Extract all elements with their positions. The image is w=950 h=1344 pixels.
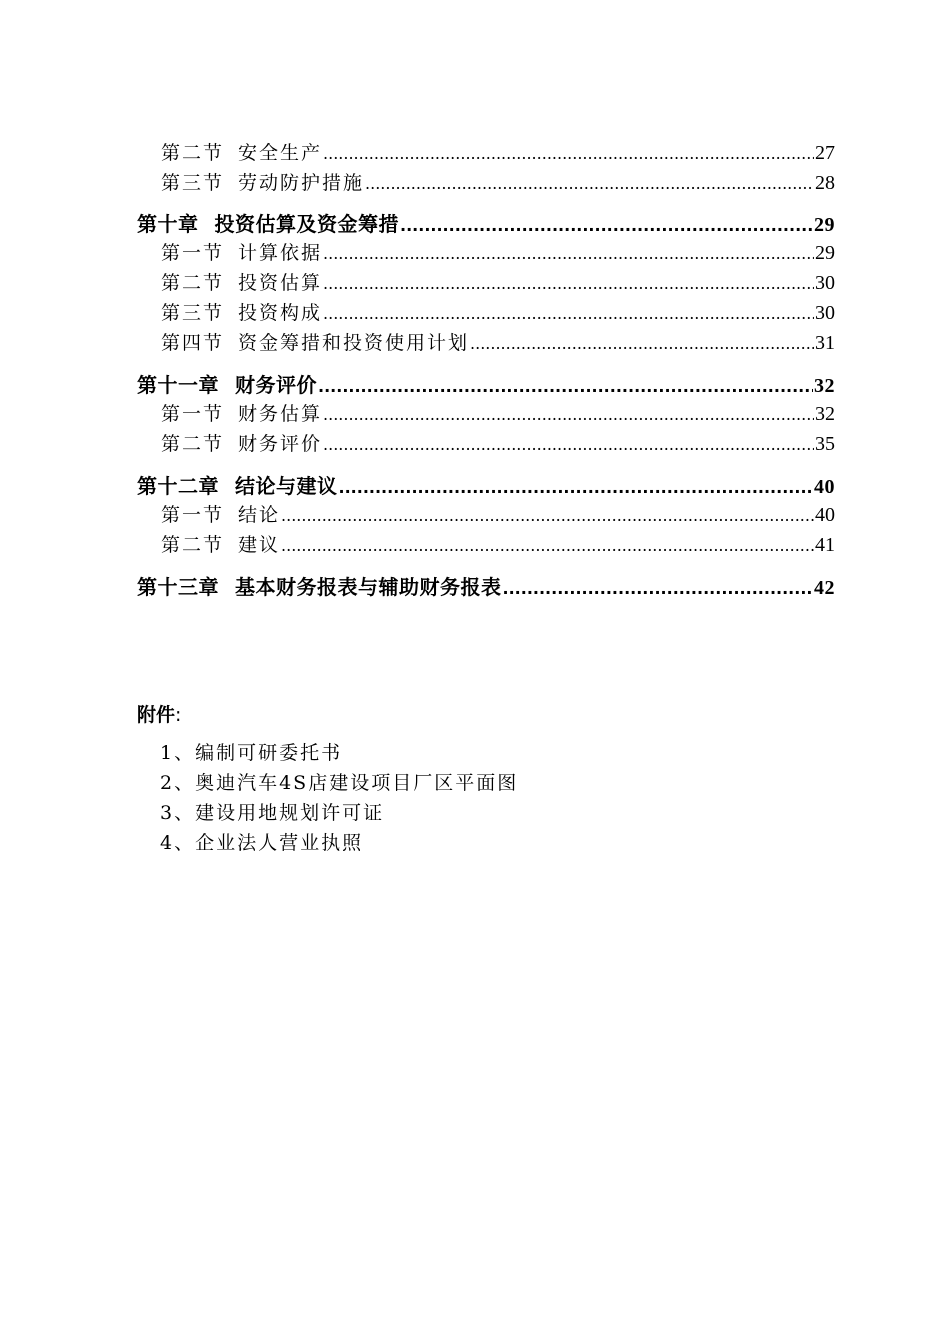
toc-entry-section[interactable] bbox=[137, 530, 835, 560]
toc-entry-chapter[interactable] bbox=[137, 208, 835, 238]
toc-entry-section[interactable] bbox=[137, 138, 835, 168]
toc-entry-page: 35 bbox=[815, 433, 835, 455]
toc-entry-section[interactable] bbox=[137, 399, 835, 429]
toc-entry-title: 财务评价 bbox=[235, 373, 317, 397]
attachment-item: 1、编制可研委托书 bbox=[160, 742, 343, 764]
toc-entry-number: 第二节 bbox=[161, 272, 225, 294]
toc-entry-number: 第十章 bbox=[137, 212, 199, 236]
toc-entry-number: 第十二章 bbox=[137, 474, 219, 498]
toc-entry-title: 建议 bbox=[238, 534, 281, 556]
toc-entry-section[interactable] bbox=[137, 168, 835, 198]
toc-entry-page: 29 bbox=[815, 242, 835, 264]
attachments-heading-text: 附件 bbox=[137, 704, 176, 726]
toc-entry-number: 第二节 bbox=[161, 142, 225, 164]
toc-entry-title: 投资估算 bbox=[238, 272, 323, 294]
toc-entry-page: 41 bbox=[815, 534, 835, 556]
toc-entry-title: 结论 bbox=[238, 504, 281, 526]
toc-dot-leader bbox=[323, 142, 814, 164]
attachment-item: 2、奥迪汽车4S店建设项目厂区平面图 bbox=[160, 772, 519, 794]
toc-entry-title: 基本财务报表与辅助财务报表 bbox=[235, 575, 502, 599]
toc-dot-leader bbox=[318, 373, 813, 397]
toc-entry-chapter[interactable] bbox=[137, 369, 835, 399]
toc-dot-leader bbox=[281, 534, 814, 556]
toc-dot-leader bbox=[281, 504, 814, 526]
toc-entry-section[interactable] bbox=[137, 268, 835, 298]
toc-dot-leader bbox=[470, 332, 814, 354]
toc-entry-page: 27 bbox=[815, 142, 835, 164]
toc-dot-leader bbox=[503, 575, 814, 599]
toc-entry-page: 32 bbox=[815, 403, 835, 425]
attachments-heading-colon: : bbox=[175, 704, 182, 726]
toc-entry-page: 30 bbox=[815, 272, 835, 294]
attachment-item: 3、建设用地规划许可证 bbox=[160, 802, 385, 824]
toc-entry-title: 劳动防护措施 bbox=[238, 172, 365, 194]
toc-entry-number: 第三节 bbox=[161, 302, 225, 324]
toc-entry-page: 28 bbox=[815, 172, 835, 194]
toc-entry-section[interactable] bbox=[137, 238, 835, 268]
toc-entry-number: 第十三章 bbox=[137, 575, 219, 599]
toc-entry-number: 第一节 bbox=[161, 504, 225, 526]
toc-entry-number: 第十一章 bbox=[137, 373, 219, 397]
toc-entry-title: 结论与建议 bbox=[235, 474, 338, 498]
toc-entry-number: 第二节 bbox=[161, 433, 225, 455]
toc-entry-number: 第四节 bbox=[161, 332, 225, 354]
toc-entry-title: 投资构成 bbox=[238, 302, 323, 324]
toc-entry-title: 资金筹措和投资使用计划 bbox=[238, 332, 470, 354]
toc-entry-page: 29 bbox=[814, 214, 835, 236]
toc-entry-chapter[interactable] bbox=[137, 470, 835, 500]
toc-dot-leader bbox=[323, 403, 814, 425]
attachment-item: 4、企业法人营业执照 bbox=[160, 832, 364, 854]
toc-entry-number: 第一节 bbox=[161, 403, 225, 425]
toc-entry-number: 第三节 bbox=[161, 172, 225, 194]
toc-entry-page: 32 bbox=[814, 375, 835, 397]
toc-entry-title: 安全生产 bbox=[238, 142, 323, 164]
toc-entry-page: 30 bbox=[815, 302, 835, 324]
table-of-contents bbox=[137, 138, 835, 601]
toc-dot-leader bbox=[323, 433, 814, 455]
toc-entry-chapter[interactable] bbox=[137, 571, 835, 601]
toc-entry-page: 31 bbox=[815, 332, 835, 354]
toc-entry-number: 第一节 bbox=[161, 242, 225, 264]
toc-entry-title: 投资估算及资金筹措 bbox=[214, 212, 399, 236]
attachments-list bbox=[160, 738, 518, 858]
toc-dot-leader bbox=[323, 302, 814, 324]
toc-entry-section[interactable] bbox=[137, 328, 835, 358]
toc-dot-leader bbox=[323, 272, 814, 294]
toc-entry-section[interactable] bbox=[137, 429, 835, 459]
toc-entry-section[interactable] bbox=[137, 500, 835, 530]
toc-entry-number: 第二节 bbox=[161, 534, 225, 556]
toc-entry-page: 40 bbox=[815, 504, 835, 526]
toc-entry-page: 42 bbox=[814, 577, 835, 599]
toc-dot-leader bbox=[339, 474, 814, 498]
toc-dot-leader bbox=[323, 242, 814, 264]
toc-entry-title: 财务评价 bbox=[238, 433, 323, 455]
toc-dot-leader bbox=[365, 172, 814, 194]
attachments-heading bbox=[137, 700, 181, 727]
toc-entry-page: 40 bbox=[814, 476, 835, 498]
toc-entry-title: 计算依据 bbox=[238, 242, 323, 264]
toc-entry-section[interactable] bbox=[137, 298, 835, 328]
toc-dot-leader bbox=[400, 212, 813, 236]
toc-entry-title: 财务估算 bbox=[238, 403, 323, 425]
